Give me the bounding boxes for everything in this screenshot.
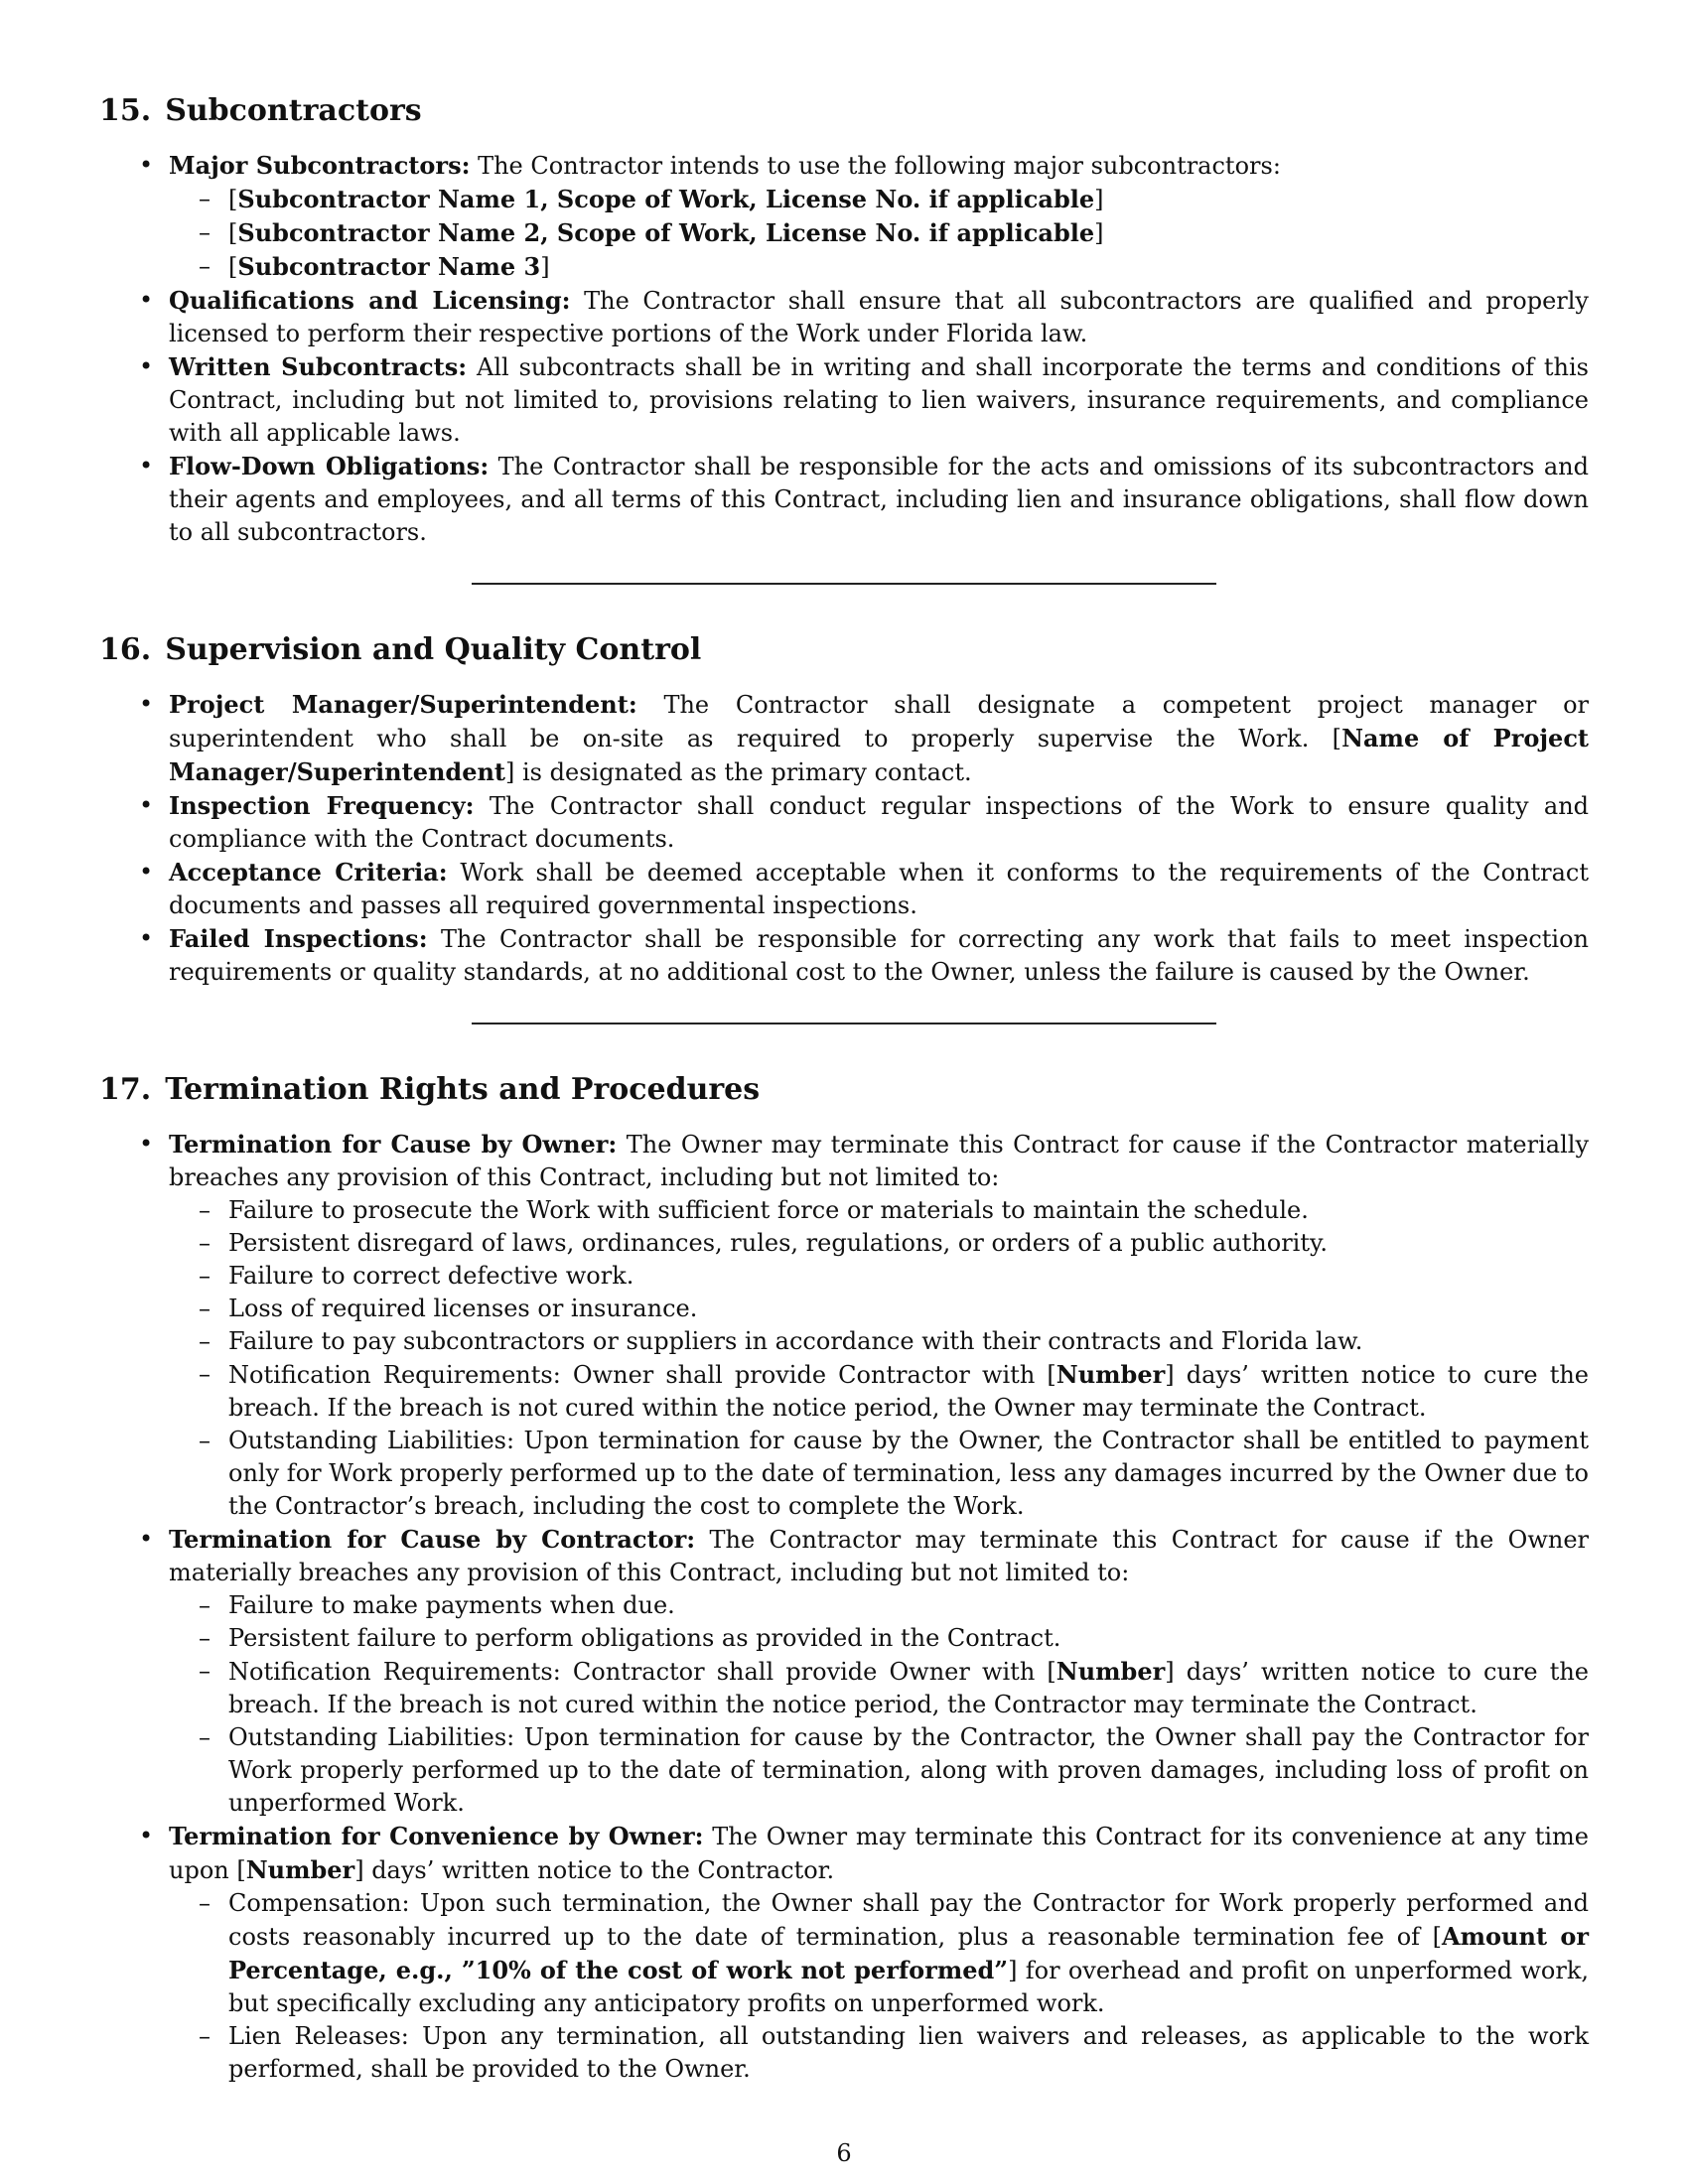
section-divider	[472, 583, 1216, 585]
bullet-list	[99, 1128, 1589, 2086]
list-item: • Qualifications and Licensing: The Contractor shall ensure that all subcontractors are qualified and properly licensed to perform their respective portions of the Work under Florida law.	[99, 284, 1589, 350]
sub-list-item: – Notification Requirements: Owner shall provide Contractor with [Number] days’ written notice to cure the breach. If the breach is not cured within the notice period, the Owner may terminate the Contract.	[169, 1358, 1589, 1425]
sub-list-item: – Compensation: Upon such termination, the Owner shall pay the Contractor for Work properly performed and costs reasonably incurred up to the date of termination, plus a reasonable termination fee of [Amount or Percentage, e.g., ”10% of the cost of work not performed”] for overhead and profit on unperformed work, but specifically excluding any anticipatory profits on unperformed work.	[169, 1887, 1589, 2020]
list-item: • Termination for Convenience by Owner: The Owner may terminate this Contract for its convenience at any time upon [Number] days’ written notice to the Contractor. – Compensation: Upon such termination, the Owner shall pay the Contractor for Work properly performed and costs reasonably incurred up to the date of termination, plus a reasonable termination fee of [Amount or Percentage, e.g., ”10% of the cost of work not performed”] for overhead and profit on unperformed work, but specifically excluding any anticipatory profits on unperformed work. – Lien Releases: Upon any termination, all outstanding lien waivers and releases, as applicable to the work performed, shall be provided to the Owner.	[99, 1820, 1589, 2086]
list-item: • Inspection Frequency: The Contractor shall conduct regular inspections of the Work to ensure quality and compliance with the Contract documents.	[99, 789, 1589, 856]
section-divider	[472, 1023, 1216, 1024]
list-item: • Project Manager/Superintendent: The Contractor shall designate a competent project manager or superintendent who shall be on-site as required to properly supervise the Work. [Name of Project Manager/Superintendent] is designated as the primary contact.	[99, 688, 1589, 789]
section-title: Subcontractors	[165, 93, 422, 128]
list-item: • Termination for Cause by Contractor: The Contractor may terminate this Contract for cause if the Owner materially breaches any provision of this Contract, including but not limited to: – Failure to make payments when due. – Persistent failure to perform obligations as provided in the Contract. – Notification Requirements: Contractor shall provide Owner with [Number] days’ written notice to cure the breach. If the breach is not cured within the notice period, the Contractor may terminate the Contract. – Outstanding Liabilities: Upon termination for cause by the Contractor, the Owner shall pay the Contractor for Work properly performed up to the date of termination, along with proven damages, including loss of profit on unperformed Work.	[99, 1523, 1589, 1820]
section-title: Supervision and Quality Control	[165, 632, 702, 667]
section-heading-17	[99, 1070, 1589, 1110]
sub-list-item: – Persistent failure to perform obligations as provided in the Contract.	[169, 1622, 1589, 1655]
sub-list-item: – Loss of required licenses or insurance.	[169, 1293, 1589, 1325]
sub-list-item: – Failure to make payments when due.	[169, 1589, 1589, 1622]
sub-list	[169, 183, 1589, 284]
sub-list-item: – Outstanding Liabilities: Upon termination for cause by the Contractor, the Owner shall pay the Contractor for Work properly performed up to the date of termination, along with proven damages, including loss of profit on unperformed Work.	[169, 1721, 1589, 1820]
bullet-list	[99, 149, 1589, 549]
sub-list	[169, 1589, 1589, 1820]
sub-list-item: – Lien Releases: Upon any termination, all outstanding lien waivers and releases, as applicable to the work performed, shall be provided to the Owner.	[169, 2020, 1589, 2086]
sub-list-item: – Failure to correct defective work.	[169, 1260, 1589, 1293]
section-number: 15.	[99, 93, 152, 128]
section-number: 16.	[99, 632, 152, 667]
list-item: • Major Subcontractors: The Contractor intends to use the following major subcontractors: – [Subcontractor Name 1, Scope of Work, License No. if applicable] – [Subcontractor Name 2, Scope of Work, License No. if applicable] – [Subcontractor Name 3]	[99, 149, 1589, 284]
list-item: • Written Subcontracts: All subcontracts shall be in writing and shall incorporate the terms and conditions of this Contract, including but not limited to, provisions relating to lien waivers, insurance requirements, and compliance with all applicable laws.	[99, 350, 1589, 450]
section-number: 17.	[99, 1072, 152, 1107]
sub-list-item: – [Subcontractor Name 1, Scope of Work, License No. if applicable]	[169, 183, 1589, 216]
document-page	[99, 91, 1589, 2086]
list-item: • Termination for Cause by Owner: The Owner may terminate this Contract for cause if the Contractor materially breaches any provision of this Contract, including but not limited to: – Failure to prosecute the Work with sufficient force or materials to maintain the schedule. – Persistent disregard of laws, ordinances, rules, regulations, or orders of a public authority. – Failure to correct defective work. – Loss of required licenses or insurance. – Failure to pay subcontractors or suppliers in accordance with their contracts and Florida law. – Notification Requirements: Owner shall provide Contractor with [Number] days’ written notice to cure the breach. If the breach is not cured within the notice period, the Owner may terminate the Contract. – Outstanding Liabilities: Upon termination for cause by the Owner, the Contractor shall be entitled to payment only for Work properly performed up to the date of termination, less any damages incurred by the Owner due to the Contractor’s breach, including the cost to complete the Work.	[99, 1128, 1589, 1523]
sub-list-item: – Persistent disregard of laws, ordinances, rules, regulations, or orders of a public authority.	[169, 1227, 1589, 1260]
section-title: Termination Rights and Procedures	[165, 1072, 761, 1107]
sub-list	[169, 1194, 1589, 1523]
list-item: • Flow-Down Obligations: The Contractor shall be responsible for the acts and omissions of its subcontractors and their agents and employees, and all terms of this Contract, including lien and insurance obligations, shall flow down to all subcontractors.	[99, 450, 1589, 549]
sub-list-item: – Failure to prosecute the Work with sufficient force or materials to maintain the schedule.	[169, 1194, 1589, 1227]
sub-list-item: – [Subcontractor Name 3]	[169, 250, 1589, 284]
sub-list-item: – Failure to pay subcontractors or suppliers in accordance with their contracts and Florida law.	[169, 1325, 1589, 1358]
section-heading-16	[99, 630, 1589, 670]
bullet-list	[99, 688, 1589, 989]
sub-list-item: – Outstanding Liabilities: Upon termination for cause by the Owner, the Contractor shall be entitled to payment only for Work properly performed up to the date of termination, less any damages incurred by the Owner due to the Contractor’s breach, including the cost to complete the Work.	[169, 1425, 1589, 1523]
sub-list-item: – [Subcontractor Name 2, Scope of Work, License No. if applicable]	[169, 216, 1589, 250]
list-item: • Failed Inspections: The Contractor shall be responsible for correcting any work that fails to meet inspection requirements or quality standards, at no additional cost to the Owner, unless the failure is caused by the Owner.	[99, 922, 1589, 989]
page-number: 6	[836, 2139, 852, 2167]
list-item: • Acceptance Criteria: Work shall be deemed acceptable when it conforms to the requirements of the Contract documents and passes all required governmental inspections.	[99, 856, 1589, 922]
sub-list	[169, 1887, 1589, 2086]
section-heading-15	[99, 91, 1589, 131]
sub-list-item: – Notification Requirements: Contractor shall provide Owner with [Number] days’ written notice to cure the breach. If the breach is not cured within the notice period, the Contractor may terminate the Contract.	[169, 1655, 1589, 1721]
